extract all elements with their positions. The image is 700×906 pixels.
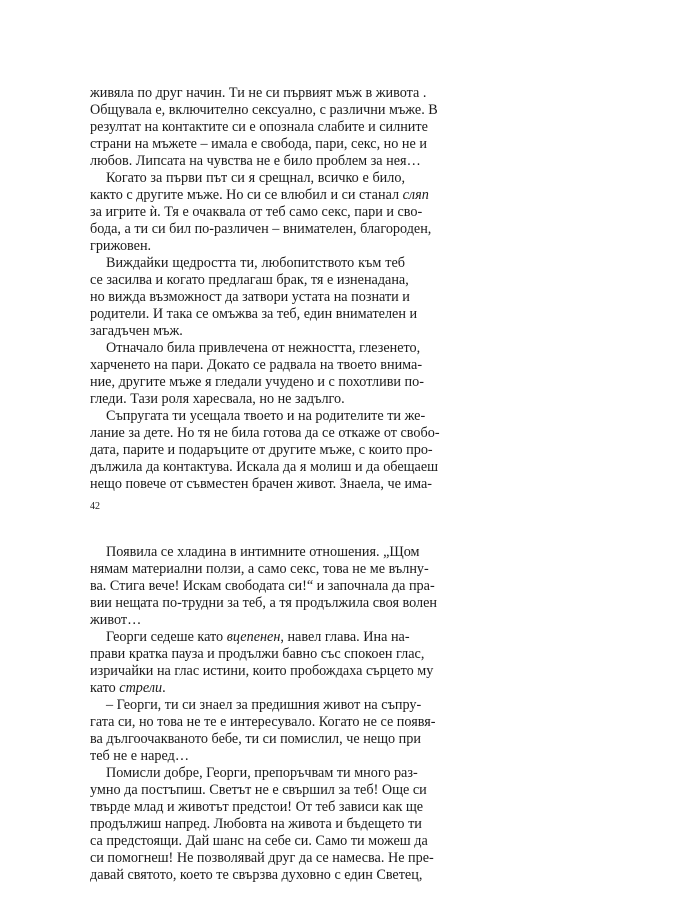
text-line (90, 187, 429, 204)
text-line: Помисли добре, Георги, препоръчвам ти много раз- (106, 765, 418, 781)
text-line (90, 680, 405, 697)
text-fragment: Георги седеше като (106, 629, 224, 645)
text-line: теб не е наред… (90, 748, 190, 764)
text-line: ние, другите мъже я гледали учудено и с похотливи по- (90, 374, 424, 390)
emphasis-word: вцепенен (226, 629, 281, 645)
text-line: Съпругата ти усещала твоето и на родителите ти же- (106, 408, 426, 424)
text-line: дължила да контактува. Искала да я молиш и да обещаеш (90, 459, 439, 475)
text-line: ва. Стига вече! Искам свободата си!“ и започнала да пра- (90, 578, 435, 594)
text-line: за игрите ѝ. Тя е очаквала от теб само секс, пари и сво- (90, 204, 423, 220)
text-line: родители. И така се омъжва за теб, един внимателен и (90, 306, 418, 322)
text-fragment: като (90, 680, 116, 696)
emphasis-word: сляп (402, 187, 429, 203)
text-line: гата си, но това не те е интересувало. Когато не се появя- (90, 714, 436, 730)
text-line: бода, а ти си бил по-различен – внимателен, благороден, (90, 221, 432, 237)
text-line: са предстоящи. Дай шанс на себе си. Само ти можеш да (90, 833, 428, 849)
text-line: живяла по друг начин. Ти не си първият мъж в живота . (90, 85, 427, 101)
text-line: умно да постъпиш. Светът не е свършил за теб! Още си (90, 782, 427, 798)
text-line: си помогнеш! Не позволявай друг да се намесва. Не пре- (90, 850, 434, 866)
text-line: се засилва и когато предлагаш брак, тя е изненадана, (90, 272, 409, 288)
text-line: твърде млад и животът предстои! От теб зависи как ще (90, 799, 424, 815)
text-line: живот… (90, 612, 142, 628)
text-line: нещо повече от съвместен брачен живот. Знаела, че има- (90, 476, 432, 492)
text-line (90, 629, 410, 646)
text-line: Общувала е, включително сексуално, с различни мъже. В (90, 102, 438, 118)
text-line: Когато за първи път си я срещнал, всичко е било, (106, 170, 405, 186)
text-line: но вижда възможност да затвори устата на познати и (90, 289, 410, 305)
text-line: нямам материални ползи, а само секс, това не ме вълну- (90, 561, 429, 577)
text-line: – Георги, ти си знаел за предишния живот на съпру- (106, 697, 422, 713)
text-line: гледи. Тази роля харесвала, но не задълго. (90, 391, 345, 407)
text-line: ва дългоочакваното бебе, ти си помислил, че нещо при (90, 731, 421, 747)
emphasis-word: стрели (119, 680, 163, 696)
text-line: прави кратка пауза и продължи бавно със спокоен глас, (90, 646, 425, 662)
text-line: любов. Липсата на чувства не е било проблем за нея… (90, 153, 421, 169)
text-line: харченето на пари. Докато се радвала на твоето внима- (90, 357, 423, 373)
text-line: грижовен. (90, 238, 152, 254)
text-line: страни на мъжете – имала е свобода, пари, секс, но не и (90, 136, 427, 152)
text-line: загадъчен мъж. (90, 323, 183, 339)
text-line: Отначало била привлечена от нежността, глезенето, (106, 340, 421, 356)
text-line: дата, парите и подаръците от другите мъже, с които про- (90, 442, 433, 458)
text-line: резултат на контактите си е опознала слабите и силните (90, 119, 428, 135)
page-number: 42 (90, 501, 100, 512)
text-fragment: , навел глава. Ина на- (280, 629, 410, 645)
text-line: давай святото, което те свързва духовно с един Светец, (90, 867, 423, 883)
text-fragment: . (162, 680, 166, 696)
text-line: Появила се хладина в интимните отношения. „Щом (106, 544, 420, 560)
text-line: изричайки на глас истини, които пробождаха сърцето му (90, 663, 434, 679)
text-fragment: както с другите мъже. Но си се влюбил и си станал (90, 187, 400, 203)
text-line: продължиш напред. Любовта на живота и бъдещето ти (90, 816, 422, 832)
text-line: Виждайки щедростта ти, любопитството към теб (106, 255, 405, 271)
text-line: лание за дете. Но тя не била готова да се откаже от свобо- (90, 425, 440, 441)
text-line: вии нещата по-трудни за теб, а тя продължила своя волен (90, 595, 438, 611)
